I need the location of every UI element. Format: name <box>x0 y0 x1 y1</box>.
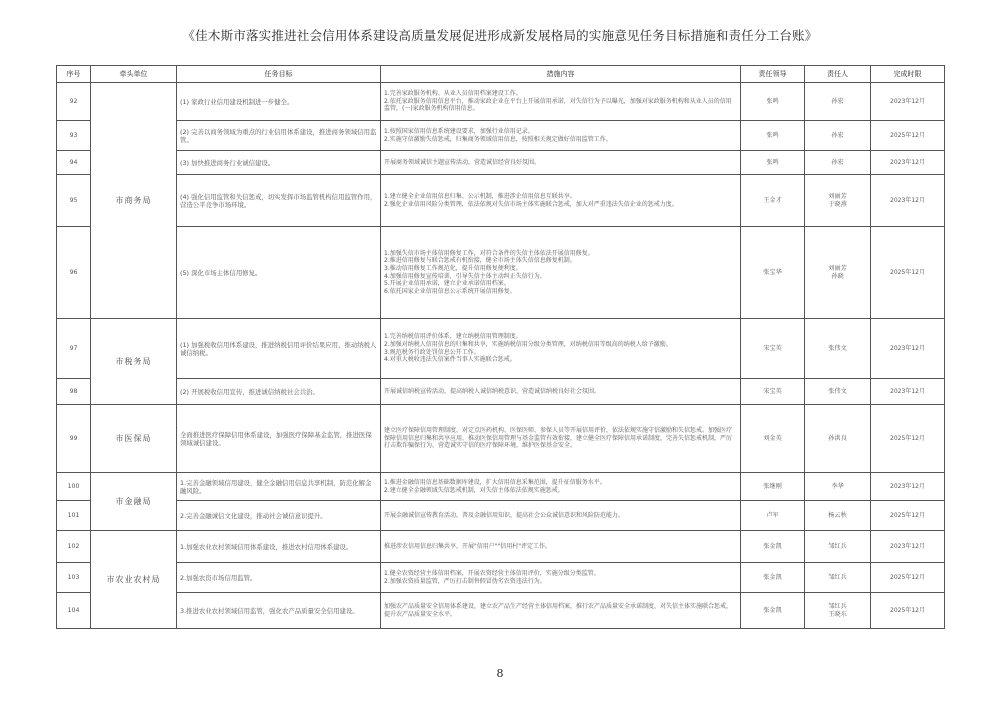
row-no: 93 <box>57 121 91 151</box>
table-row <box>57 501 945 531</box>
table-row <box>57 121 945 151</box>
row-person: 刘丽芳 于晓燕 <box>805 175 871 227</box>
header-no: 序号 <box>57 66 91 83</box>
row-measures: 1.完善纳税信用评价体系，建立纳税信用管理制度。 2.加强对纳税人信用信息的归集和共享，实施纳税信用分级分类管理，对纳税信用等级高的纳税人给予激励。 3.规范税务行政处罚信息公开工作。 4.对重大税收违法失信案件当事人实施联合惩戒。 <box>381 319 741 379</box>
row-target: (2) 开展税收信用宣传，推进诚信纳税社会共治。 <box>177 379 381 405</box>
table-row <box>57 227 945 319</box>
table-row <box>57 473 945 501</box>
row-deadline: 2023年12月 <box>871 379 945 405</box>
row-target: (4) 强化信用监管和失信惩戒，切实发挥市场监管机构信用监管作用，营造公平竞争市场环境。 <box>177 175 381 227</box>
row-target: (2) 完善以商务领域为重点的行业信用体系建设，推进商务领域信用监管。 <box>177 121 381 151</box>
row-no: 92 <box>57 83 91 121</box>
row-deadline: 2025年12月 <box>871 563 945 593</box>
row-target: 1.加强农业农村领域信用体系建设，推进农村信用体系建设。 <box>177 531 381 563</box>
table-row <box>57 531 945 563</box>
row-measures: 1.建立健全企业信用信息归集、公示机制，推进涉企信用信息互联共享。 2.强化企业信用风险分类管理，依法依规对失信市场主体实施联合惩戒，加大对严重违法失信企业的惩戒力度。 <box>381 175 741 227</box>
row-leader: 刘金英 <box>741 405 805 473</box>
row-no: 96 <box>57 227 91 319</box>
row-deadline: 2023年12月 <box>871 473 945 501</box>
row-person: 杨云秋 <box>805 501 871 531</box>
row-deadline: 2025年12月 <box>871 501 945 531</box>
row-target: 3.推进农业农村领域信用监管，强化农产品质量安全信用建设。 <box>177 593 381 629</box>
table-row <box>57 319 945 379</box>
row-person: 孙洪良 <box>805 405 871 473</box>
document-title: 《佳木斯市落实推进社会信用体系建设高质量发展促进形成新发展格局的实施意见任务目标措施和责任分工台账》 <box>182 28 818 43</box>
dept-cell: 市商务局 <box>91 83 177 319</box>
row-person: 张伟文 <box>805 379 871 405</box>
header-measures: 措施内容 <box>381 66 741 83</box>
row-leader: 张金凯 <box>741 593 805 629</box>
dept-cell: 市金融局 <box>91 473 177 531</box>
row-deadline: 2023年12月 <box>871 151 945 175</box>
table-row <box>57 405 945 473</box>
row-measures: 1.加强失信市场主体信用修复工作，对符合条件的失信主体依法开展信用修复。 2.推进信用修复与联合惩戒有机衔接，健全市场主体失信信息修复机制。 3.推动信用修复工作规范化，提升信用修复便利度。 4.加强信用修复宣传培训，引导失信主体主动纠正失信行为。 5.开展企业信用承诺，建立企业承诺信用档案。 6.依托国家企业信用信息公示系统开展信用修复。 <box>381 227 741 319</box>
dept-cell: 市医保局 <box>91 405 177 473</box>
row-measures: 开展商务领域诚信主题宣传活动，营造诚信经营良好氛围。 <box>381 151 741 175</box>
header-person: 责任人 <box>805 66 871 83</box>
row-leader: 张宝华 <box>741 227 805 319</box>
row-person: 邹红兵 <box>805 531 871 563</box>
table-row <box>57 593 945 629</box>
table-row <box>57 83 945 121</box>
row-target: (1) 家政行业信用建设机制进一步健全。 <box>177 83 381 121</box>
row-no: 102 <box>57 531 91 563</box>
header-leader: 责任领导 <box>741 66 805 83</box>
row-target: 2.完善金融诚信文化建设，推动社会诚信意识提升。 <box>177 501 381 531</box>
task-table <box>56 65 945 629</box>
table-row <box>57 563 945 593</box>
row-measures: 1.推进金融信用信息基础数据库建设，扩大信用信息采集范围，提升征信服务水平。 2.建立健全金融领域失信惩戒机制，对失信主体依法依规实施惩戒。 <box>381 473 741 501</box>
row-target: (3) 加快推进商务行业诚信建设。 <box>177 151 381 175</box>
table-row <box>57 379 945 405</box>
row-target: 2.加强农资市场信用监管。 <box>177 563 381 593</box>
row-target: (1) 加强税收信用体系建设，推进纳税信用评价结果应用，推动纳税人诚信纳税。 <box>177 319 381 379</box>
table-row <box>57 175 945 227</box>
dept-cell: 市税务局 <box>91 319 177 405</box>
row-no: 101 <box>57 501 91 531</box>
row-no: 100 <box>57 473 91 501</box>
page-number: 8 <box>496 667 504 680</box>
row-leader: 张金凯 <box>741 531 805 563</box>
row-person: 张伟文 <box>805 319 871 379</box>
row-person: 孙宏 <box>805 121 871 151</box>
row-deadline: 2023年12月 <box>871 83 945 121</box>
row-target: 1.完善金融领域信用建设，健全金融信用信息共享机制，防范化解金融风险。 <box>177 473 381 501</box>
table-header-row <box>57 66 945 83</box>
row-leader: 卢军 <box>741 501 805 531</box>
row-no: 94 <box>57 151 91 175</box>
dept-cell: 市农业农村局 <box>91 531 177 629</box>
row-leader: 张继刚 <box>741 473 805 501</box>
row-deadline: 2025年12月 <box>871 121 945 151</box>
row-measures: 1.完善家政服务机构、从业人员信用档案建设工作。 2.依托家政服务信用信息平台，推动家政企业在平台上开展信用承诺，对失信行为予以曝光，加强对家政服务机构和从业人员的信用监管，(一)家政服务机构信用信息。 <box>381 83 741 121</box>
row-target: 全面推进医疗保障信用体系建设，加强医疗保障基金监管，推进医保领域诚信建设。 <box>177 405 381 473</box>
row-person: 刘丽芳 孙晓 <box>805 227 871 319</box>
row-leader: 张鸣 <box>741 151 805 175</box>
row-leader: 王金才 <box>741 175 805 227</box>
row-measures: 1.按照国家信用信息系统建设要求，加强行业信用记录。 2.实施守信激励失信惩戒，归集商务领域信用信息，按照相关规定做好信用监管工作。 <box>381 121 741 151</box>
row-person: 孙宏 <box>805 83 871 121</box>
row-no: 95 <box>57 175 91 227</box>
header-deadline: 完成时限 <box>871 66 945 83</box>
row-target: (5) 深化市场主体信用修复。 <box>177 227 381 319</box>
row-person: 李华 <box>805 473 871 501</box>
row-leader: 张鸣 <box>741 121 805 151</box>
row-measures: 开展金融诚信宣传教育活动，普及金融信用知识，提高社会公众诚信意识和风险防范能力。 <box>381 501 741 531</box>
header-dept: 牵头单位 <box>91 66 177 83</box>
row-no: 98 <box>57 379 91 405</box>
row-measures: 加强农产品质量安全信用体系建设，建立农产品生产经营主体信用档案，推行农产品质量安全承诺制度，对失信主体实施联合惩戒，提升农产品质量安全水平。 <box>381 593 741 629</box>
row-measures: 建立医疗保障信用管理制度，对定点医药机构、医保医师、参保人员等开展信用评价，依法依规实施守信激励和失信惩戒。加强医疗保障信用信息归集和共享应用，推动医保信用管理与基金监管有效衔接，建立健全医疗保障信用承诺制度，完善失信惩戒机制，严厉打击欺诈骗保行为，营造诚实守信的医疗保障环境，维护医保基金安全。 <box>381 405 741 473</box>
row-measures: 开展诚信纳税宣传活动，提高纳税人诚信纳税意识，营造诚信纳税良好社会氛围。 <box>381 379 741 405</box>
row-leader: 张鸣 <box>741 83 805 121</box>
row-no: 97 <box>57 319 91 379</box>
row-measures: 推进涉农信用信息归集共享，开展"信用户""信用村"评定工作。 <box>381 531 741 563</box>
row-deadline: 2025年12月 <box>871 227 945 319</box>
row-measures: 1.健全农资经营主体信用档案，开展农资经营主体信用评价，实施分级分类监管。 2.加强农资质量监管，严厉打击制售假冒伪劣农资违法行为。 <box>381 563 741 593</box>
row-no: 103 <box>57 563 91 593</box>
row-deadline: 2023年12月 <box>871 319 945 379</box>
row-leader: 宋宝英 <box>741 379 805 405</box>
row-no: 104 <box>57 593 91 629</box>
row-leader: 张金凯 <box>741 563 805 593</box>
row-deadline: 2025年12月 <box>871 593 945 629</box>
row-deadline: 2023年12月 <box>871 175 945 227</box>
row-deadline: 2023年12月 <box>871 531 945 563</box>
row-deadline: 2025年12月 <box>871 405 945 473</box>
row-leader: 宋宝英 <box>741 319 805 379</box>
row-person: 邹红兵 <box>805 563 871 593</box>
table-row <box>57 151 945 175</box>
row-person: 孙宏 <box>805 151 871 175</box>
row-person: 邹红兵 王晓东 <box>805 593 871 629</box>
header-target: 任务目标 <box>177 66 381 83</box>
row-no: 99 <box>57 405 91 473</box>
